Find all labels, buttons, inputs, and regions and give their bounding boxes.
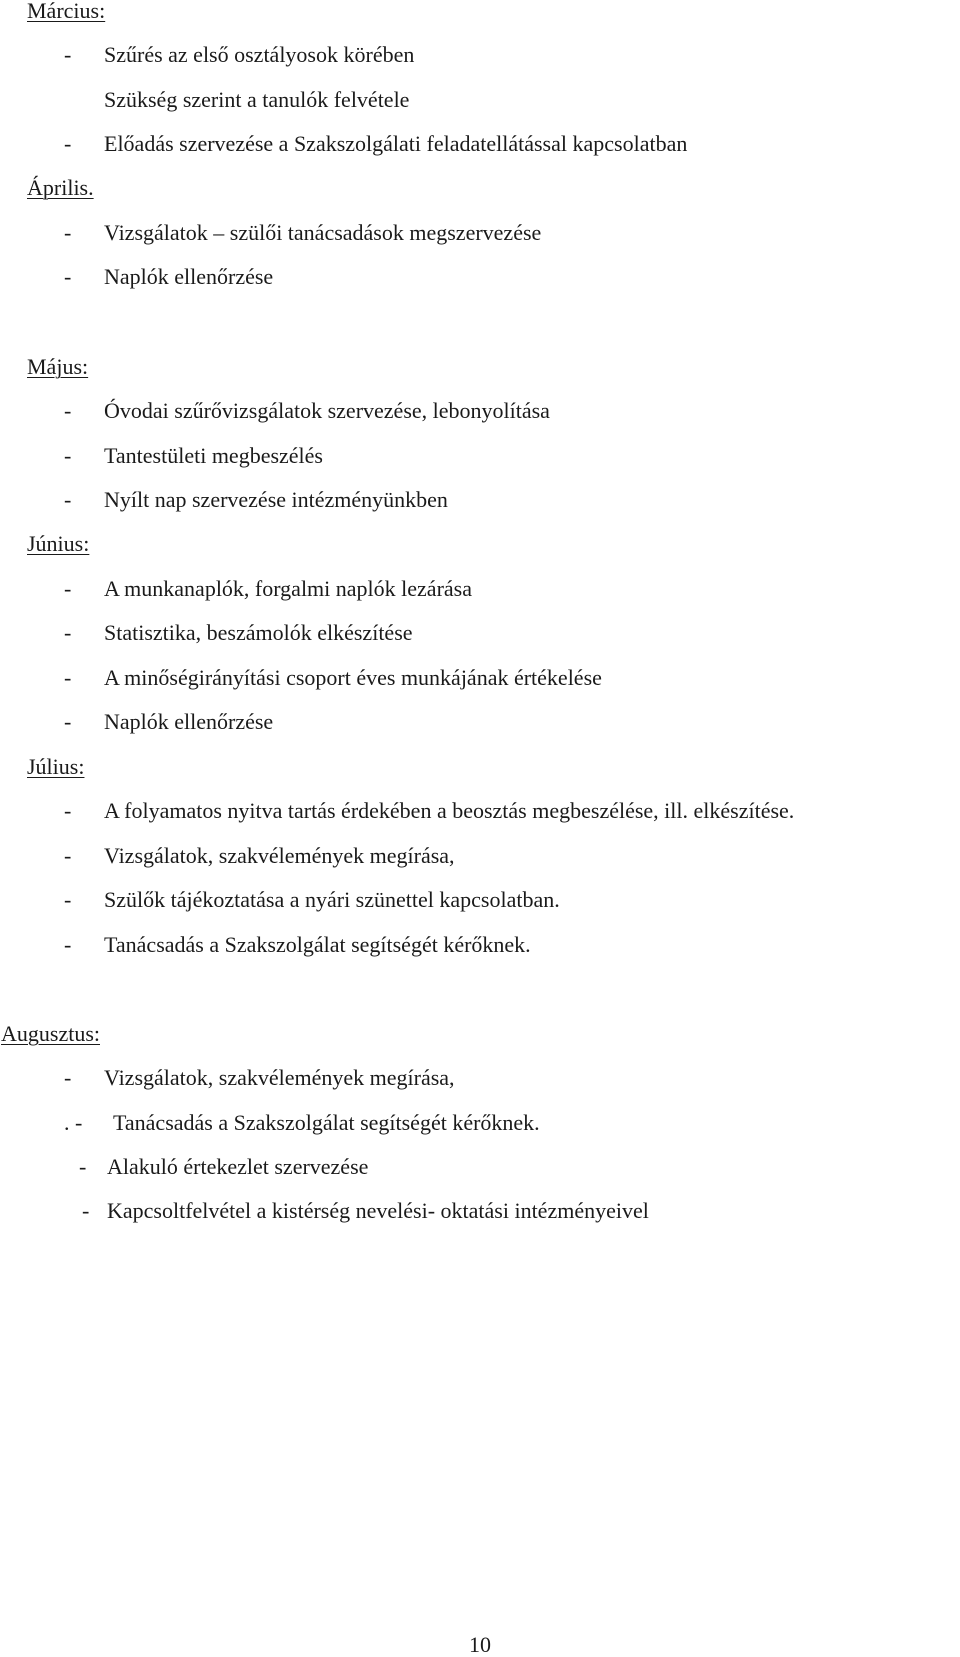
list-dash: - [79, 1154, 87, 1179]
list-item: Tantestületi megbeszélés [104, 443, 323, 468]
list-item: Nyílt nap szervezése intézményünkben [104, 487, 448, 512]
list-item: A folyamatos nyitva tartás érdekében a beosztás megbeszélése, ill. elkészítése. [104, 798, 795, 823]
list-item: Vizsgálatok – szülői tanácsadások megszervezése [104, 220, 542, 245]
list-item: Tanácsadás a Szakszolgálat segítségét kérőknek. [104, 932, 531, 957]
list-dash: - [64, 576, 72, 601]
section-heading-julius: Július: [27, 754, 85, 779]
section-heading-marcius: Március: [27, 0, 106, 23]
section-heading-junius: Június: [27, 531, 90, 556]
list-item: Óvodai szűrővizsgálatok szervezése, lebonyolítása [104, 398, 550, 423]
list-item: A munkanaplók, forgalmi naplók lezárása [104, 576, 472, 601]
list-dash: - [64, 264, 72, 289]
list-dash: - [64, 709, 72, 734]
section-heading-aprilis: Április. [27, 175, 94, 200]
list-dash: - [64, 398, 72, 423]
page-number: 10 [469, 1632, 491, 1657]
list-dash: . - [64, 1110, 83, 1135]
list-dash: - [64, 798, 72, 823]
list-item: Alakuló értekezlet szervezése [107, 1154, 369, 1179]
list-item: Vizsgálatok, szakvélemények megírása, [104, 1065, 455, 1090]
list-item: Vizsgálatok, szakvélemények megírása, [104, 843, 455, 868]
list-dash: - [64, 932, 72, 957]
list-dash: - [64, 1065, 72, 1090]
list-dash: - [82, 1198, 90, 1223]
list-dash: - [64, 42, 72, 67]
list-item: Tanácsadás a Szakszolgálat segítségét kérőknek. [113, 1110, 540, 1135]
list-item: Naplók ellenőrzése [104, 264, 274, 289]
list-item: Kapcsoltfelvétel a kistérség nevelési- oktatási intézményeivel [107, 1198, 649, 1223]
list-dash: - [64, 443, 72, 468]
list-item: Statisztika, beszámolók elkészítése [104, 620, 413, 645]
list-dash: - [64, 220, 72, 245]
list-dash: - [64, 843, 72, 868]
list-item: Szűrés az első osztályosok körében [104, 42, 415, 67]
list-dash: - [64, 620, 72, 645]
list-item: Előadás szervezése a Szakszolgálati feladatellátással kapcsolatban [104, 131, 688, 156]
list-dash: - [64, 665, 72, 690]
list-item: Szülők tájékoztatása a nyári szünettel kapcsolatban. [104, 887, 560, 912]
list-item: Naplók ellenőrzése [104, 709, 274, 734]
list-dash: - [64, 887, 72, 912]
list-item: Szükség szerint a tanulók felvétele [104, 87, 410, 112]
list-dash: - [64, 487, 72, 512]
section-heading-augusztus: Augusztus: [1, 1021, 100, 1046]
list-item: A minőségirányítási csoport éves munkájának értékelése [104, 665, 602, 690]
list-dash: - [64, 131, 72, 156]
section-heading-majus: Május: [27, 354, 89, 379]
